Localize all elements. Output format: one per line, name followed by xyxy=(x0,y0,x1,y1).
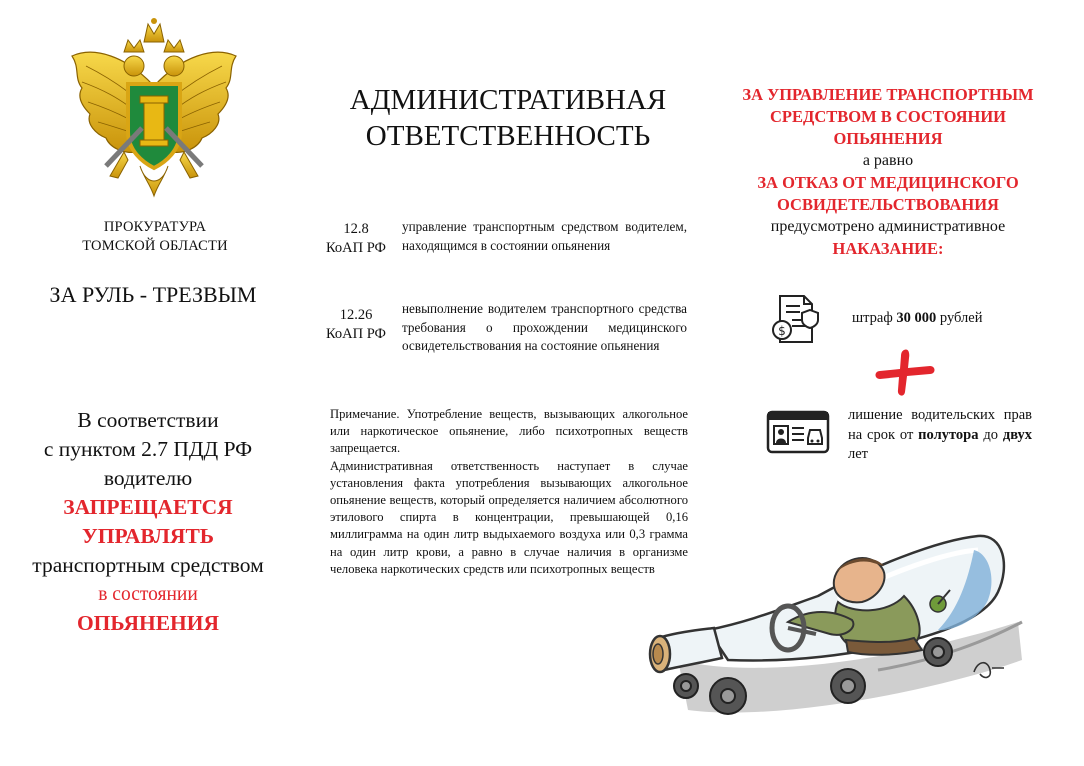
note-paragraph-1: Примечание. Употребление веществ, вызывающих алкогольное или наркотическое опьянение, либо психотропных веществ запрещается. xyxy=(330,407,688,456)
article-2-text: невыполнение водителем транспортного средства требования о прохождении медицинского освидетельствования на состояние опьянения xyxy=(402,301,687,353)
drivers-license-icon xyxy=(766,410,830,454)
penalty-refuse-line-2: ОСВИДЕТЕЛЬСТВОВАНИЯ xyxy=(777,195,999,214)
document-fine-icon xyxy=(770,294,822,346)
page-title xyxy=(330,82,686,154)
penalty-heading xyxy=(720,84,1056,260)
fine-text xyxy=(852,308,1052,328)
organization-line-2: ТОМСКОЙ ОБЛАСТИ xyxy=(82,238,228,254)
penalty-head-line-2: СРЕДСТВОМ В СОСТОЯНИИ xyxy=(769,107,1007,126)
plus-icon xyxy=(874,344,938,398)
rule-line-4: ЗАПРЕЩАЕТСЯ xyxy=(63,495,233,519)
article-number xyxy=(318,306,394,344)
rule-line-1: В соответствии xyxy=(77,408,219,432)
rule-line-5: УПРАВЛЯТЬ xyxy=(81,524,215,548)
slogan: ЗА РУЛЬ - ТРЕЗВЫМ xyxy=(49,282,257,307)
rule-line-3: водителю xyxy=(103,466,193,490)
penalty-head-line-1: ЗА УПРАВЛЕНИЕ ТРАНСПОРТНЫМ xyxy=(742,85,1034,104)
note-paragraph-2: Административная ответственность наступает в случае установления факта употребления вызывающих алкогольное опьянение веществ, который определяется наличием абсолютного этилового спирта в концентрации, превышающей 0,16 миллиграмма на один литр выдыхаемого воздуха или 0,3 грамма на один литр крови, а равно в случае наличия в организме человека наркотических средств или психотропных веществ xyxy=(330,458,688,576)
note-block xyxy=(330,406,688,578)
penalty-refuse-line-1: ЗА ОТКАЗ ОТ МЕДИЦИНСКОГО xyxy=(757,173,1019,192)
article-2-number: 12.26 xyxy=(339,307,373,323)
fine-prefix: штраф xyxy=(852,310,893,326)
emblem-icon xyxy=(66,16,242,210)
bottle-driver-illustration xyxy=(638,510,1048,724)
deprivation-part-1: лишение водительских прав на срок от xyxy=(848,407,1032,443)
rule-line-7: в состоянии xyxy=(98,584,198,605)
title-line-1: АДМИНИСТРАТИВНАЯ xyxy=(349,84,667,116)
deprivation-part-2: до xyxy=(983,426,998,443)
penalty-provided-text: предусмотрено административное xyxy=(770,218,1006,235)
rule-line-2: с пунктом 2.7 ПДД РФ xyxy=(43,437,253,461)
fine-suffix: рублей xyxy=(939,310,983,326)
fine-amount: 30 000 xyxy=(896,310,937,326)
article-number xyxy=(318,220,394,258)
organization-name xyxy=(60,218,250,256)
deprivation-to: двух xyxy=(1002,426,1033,443)
deprivation-from: полутора xyxy=(918,426,979,443)
rule-line-8: ОПЬЯНЕНИЯ xyxy=(76,611,220,635)
traffic-rule-block xyxy=(10,406,286,638)
organization-line-1: ПРОКУРАТУРА xyxy=(103,219,207,235)
article-2-code: КоАП РФ xyxy=(325,326,387,342)
article-1-number: 12.8 xyxy=(343,221,369,237)
deprivation-text xyxy=(848,406,1032,465)
deprivation-part-3: лет xyxy=(848,446,869,462)
title-line-2: ОТВЕТСТВЕННОСТЬ xyxy=(365,120,651,152)
penalty-head-line-3: ОПЬЯНЕНИЯ xyxy=(833,129,943,148)
svg-text:$: $ xyxy=(778,324,786,338)
penalty-punishment-label: НАКАЗАНИЕ: xyxy=(832,239,944,258)
penalty-and-text: а равно xyxy=(862,152,914,169)
article-1-text: управление транспортным средством водителем, находящимся в состоянии опьянения xyxy=(402,219,687,253)
rule-line-6: транспортным средством xyxy=(32,553,264,577)
article-1-code: КоАП РФ xyxy=(325,240,387,256)
